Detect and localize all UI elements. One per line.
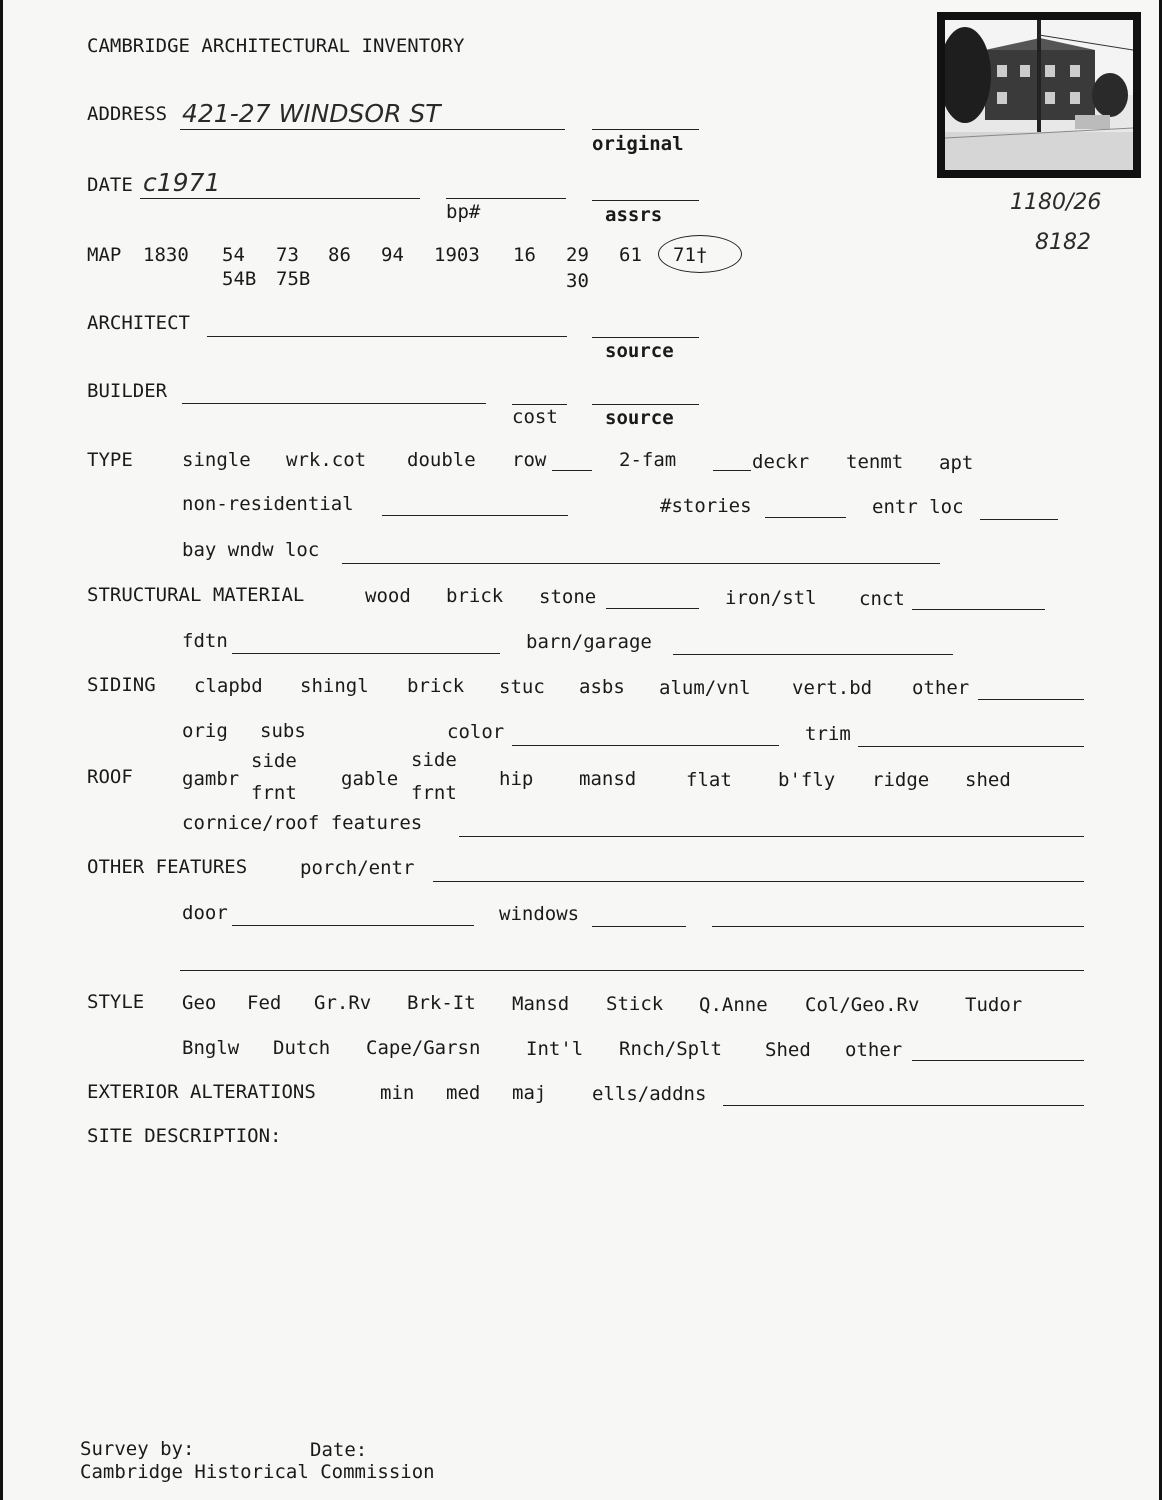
roof-gambr: gambr <box>182 768 240 790</box>
architect-line <box>207 336 567 337</box>
map-year: 30 <box>566 270 589 292</box>
porch-entr-label: porch/entr <box>300 857 415 879</box>
roof-gable-side: side <box>411 749 457 771</box>
architect-label: ARCHITECT <box>87 312 190 334</box>
siding-label: SIDING <box>87 674 156 696</box>
type-option: row <box>512 449 547 471</box>
color-line <box>512 745 779 746</box>
date-value: c1971 <box>143 168 221 197</box>
builder-label: BUILDER <box>87 380 168 402</box>
structural-option: stone <box>539 586 597 608</box>
cnct-line <box>912 609 1045 610</box>
door-label: door <box>182 902 228 924</box>
bay-wndw-label: bay wndw loc <box>182 539 320 561</box>
structural-option: cnct <box>859 588 905 610</box>
style-option: other <box>845 1039 903 1061</box>
structural-option: iron/stl <box>725 587 817 609</box>
style-option: Mansd <box>512 993 570 1015</box>
siding-option: stuc <box>499 676 545 698</box>
map-year: 54 <box>222 244 245 266</box>
structural-label: STRUCTURAL MATERIAL <box>87 584 305 606</box>
type-option: single <box>182 449 251 471</box>
style-option: Brk-It <box>407 992 476 1014</box>
assrs-label: assrs <box>605 204 663 226</box>
type-option: deckr <box>752 451 810 473</box>
ells-line <box>723 1105 1084 1106</box>
address-value: 421-27 WINDSOR ST <box>182 99 441 128</box>
map-year: 29 <box>566 244 589 266</box>
cost-label: cost <box>512 406 558 428</box>
style-option: Rnch/Splt <box>619 1038 722 1060</box>
fdtn-label: fdtn <box>182 630 228 652</box>
footer-date-label: Date: <box>310 1439 368 1461</box>
alterations-label: EXTERIOR ALTERATIONS <box>87 1081 316 1103</box>
style-other-line <box>912 1060 1084 1061</box>
siding-option: alum/vnl <box>659 677 751 699</box>
roof-gable: gable <box>341 768 399 790</box>
roof-gable-frnt: frnt <box>411 782 457 804</box>
non-residential-label: non-residential <box>182 493 354 515</box>
roof-option: b'fly <box>778 769 836 791</box>
alteration-option: med <box>446 1082 481 1104</box>
style-option: Gr.Rv <box>314 992 372 1014</box>
other-features-label: OTHER FEATURES <box>87 856 248 878</box>
porch-line <box>433 881 1084 882</box>
windows-extra-line <box>712 926 1084 927</box>
roof-option: ridge <box>872 769 930 791</box>
alteration-option: maj <box>512 1082 547 1104</box>
style-option: Int'l <box>526 1038 584 1060</box>
style-option: Bnglw <box>182 1037 240 1059</box>
entr-loc-line <box>980 519 1058 520</box>
style-option: Tudor <box>965 994 1023 1016</box>
type-label: TYPE <box>87 449 133 471</box>
windows-line <box>592 926 686 927</box>
type-option: 2-fam <box>619 449 677 471</box>
style-label: STYLE <box>87 991 145 1013</box>
map-year: 1903 <box>434 244 480 266</box>
stories-line <box>765 517 846 518</box>
architect-source-label: source <box>605 340 674 362</box>
features-extra-line <box>180 970 1084 971</box>
builder-source-line <box>592 404 699 405</box>
siding-other-line <box>978 699 1084 700</box>
map-year: 54B <box>222 268 257 290</box>
style-option: Shed <box>765 1039 811 1061</box>
stone-line <box>606 608 699 609</box>
style-option: Dutch <box>273 1037 331 1059</box>
siding-subs: subs <box>260 720 306 742</box>
address-line <box>180 129 565 130</box>
map-year: 86 <box>328 244 351 266</box>
original-label: original <box>592 133 684 155</box>
map-year: 75B <box>276 268 311 290</box>
style-option: Col/Geo.Rv <box>805 994 920 1016</box>
map-year: 73 <box>276 244 299 266</box>
date-line <box>140 198 420 199</box>
map-year: 94 <box>381 244 404 266</box>
map-label: MAP <box>87 244 122 266</box>
siding-option: vert.bd <box>792 677 873 699</box>
ells-addns-label: ells/addns <box>592 1083 707 1105</box>
siding-option: asbs <box>579 676 625 698</box>
style-option: Stick <box>606 993 664 1015</box>
bp-label: bp# <box>446 201 481 223</box>
siding-option: shingl <box>300 675 369 697</box>
siding-color-label: color <box>447 721 505 743</box>
left-scan-edge <box>0 0 3 1500</box>
non-residential-line <box>382 515 568 516</box>
row-line <box>552 470 592 471</box>
deckr-line <box>713 470 751 471</box>
style-option: Cape/Garsn <box>366 1037 481 1059</box>
stories-label: #stories <box>660 495 752 517</box>
roof-gambr-frnt: frnt <box>251 782 297 804</box>
alteration-option: min <box>380 1082 415 1104</box>
builder-line <box>182 403 486 404</box>
barn-garage-line <box>673 654 953 655</box>
roof-label: ROOF <box>87 766 133 788</box>
roof-option: mansd <box>579 768 637 790</box>
fdtn-line <box>232 653 500 654</box>
style-option: Geo <box>182 992 217 1014</box>
style-option: Q.Anne <box>699 994 768 1016</box>
map-year: 1830 <box>143 244 189 266</box>
structural-option: wood <box>365 585 411 607</box>
roof-option: shed <box>965 769 1011 791</box>
roof-gambr-side: side <box>251 750 297 772</box>
siding-option: other <box>912 677 970 699</box>
site-description-label: SITE DESCRIPTION: <box>87 1125 282 1147</box>
siding-orig: orig <box>182 720 228 742</box>
entr-loc-label: entr loc <box>872 496 964 518</box>
margin-note-number: 8182 <box>1035 230 1091 255</box>
margin-note-plan: 1180/26 <box>1010 190 1102 215</box>
form-title: CAMBRIDGE ARCHITECTURAL INVENTORY <box>87 35 465 57</box>
map-year: 61 <box>619 244 642 266</box>
building-photo <box>937 12 1141 178</box>
type-option: apt <box>939 452 974 474</box>
barn-garage-label: barn/garage <box>526 631 652 653</box>
map-year-circled: 71† <box>673 244 708 266</box>
builder-source-label: source <box>605 407 674 429</box>
original-line <box>592 129 699 130</box>
siding-trim-label: trim <box>805 723 851 745</box>
style-option: Fed <box>247 992 282 1014</box>
type-option: wrk.cot <box>286 449 367 471</box>
siding-option: clapbd <box>194 675 263 697</box>
architect-source-line <box>592 337 699 338</box>
cost-line <box>512 404 567 405</box>
cornice-line <box>459 836 1084 837</box>
assrs-line <box>592 200 699 201</box>
door-line <box>232 925 474 926</box>
cornice-label: cornice/roof features <box>182 812 423 834</box>
commission-name: Cambridge Historical Commission <box>80 1461 435 1483</box>
windows-label: windows <box>499 903 580 925</box>
structural-option: brick <box>446 585 504 607</box>
trim-line <box>858 746 1084 747</box>
address-label: ADDRESS <box>87 103 168 125</box>
roof-option: hip <box>499 768 534 790</box>
type-option: double <box>407 449 476 471</box>
bp-line <box>446 198 566 199</box>
type-option: tenmt <box>846 451 904 473</box>
siding-option: brick <box>407 675 465 697</box>
survey-by-label: Survey by: <box>80 1438 195 1460</box>
bay-wndw-line <box>342 563 940 564</box>
date-label: DATE <box>87 174 133 196</box>
map-year: 16 <box>513 244 536 266</box>
roof-option: flat <box>686 769 732 791</box>
